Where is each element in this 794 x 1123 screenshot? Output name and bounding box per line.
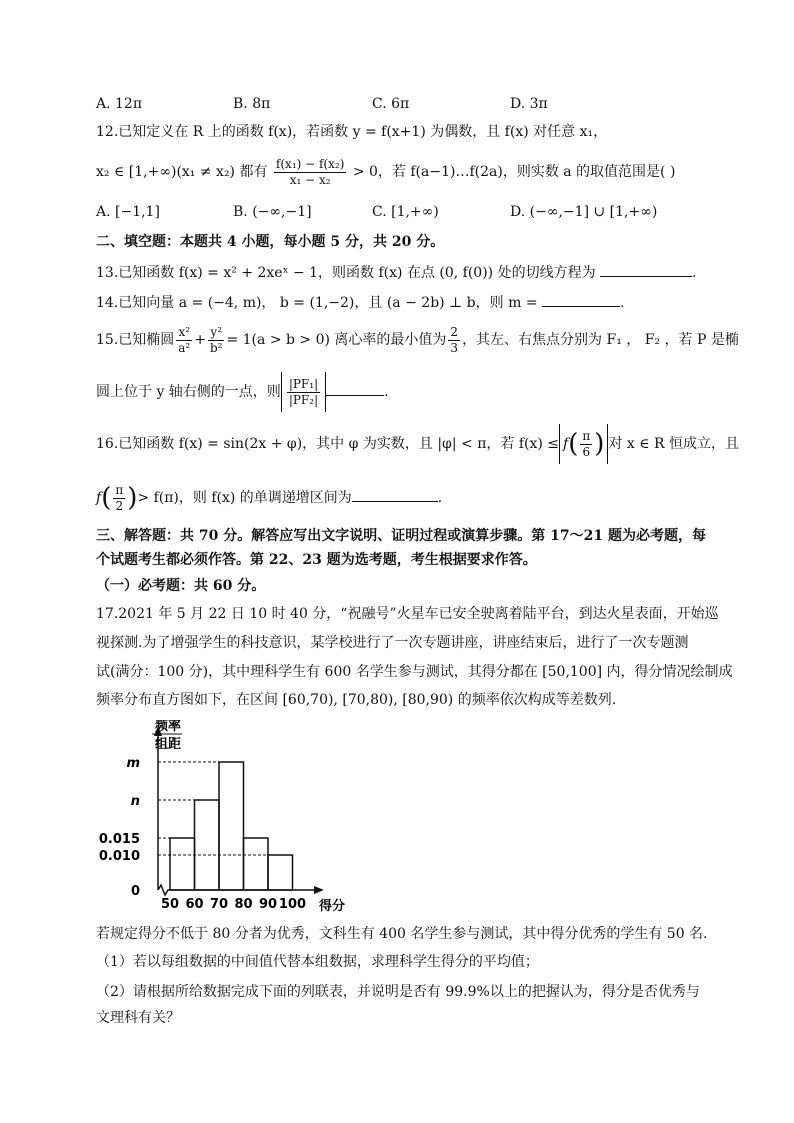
- q12-question: > 0，若 f(a−1)…f(2a)，则实数 a 的取值范围是( ): [352, 164, 676, 180]
- q11-option-c: C. 6π: [372, 96, 410, 112]
- y-label-top: 频率: [154, 720, 182, 734]
- q16-line1: [96, 424, 739, 464]
- x-tick-label: 60: [185, 897, 204, 912]
- q12-option-b: B. (−∞,−1]: [233, 204, 312, 220]
- histogram-bar: [195, 800, 220, 890]
- q16-pi2-num: π: [115, 482, 124, 497]
- q16-answer-blank[interactable]: [352, 487, 438, 502]
- q15-ratio-num: |PF₁|: [288, 376, 319, 391]
- q15-x-num: x²: [176, 325, 192, 341]
- q13: [96, 262, 697, 283]
- histogram-bar: [244, 838, 269, 890]
- q16-pi6-num: π: [582, 428, 591, 443]
- q15-e-den: 3: [450, 340, 459, 355]
- q14-text: 14.已知向量 a = (−4, m)， b = (1,−2)，且 (a − 2b) ⊥ b，则 m =: [96, 295, 538, 311]
- q16-f2: f: [96, 490, 102, 506]
- q12-fraction: [274, 157, 346, 188]
- q14-end: .: [620, 295, 625, 311]
- q16-pi6-den: 6: [582, 444, 591, 459]
- q16-paren2-left: (: [101, 483, 112, 513]
- q15-x-frac: [176, 325, 192, 356]
- q16-line2-text: > f(π)，则 f(x) 的单调递增区间为: [137, 490, 352, 506]
- q11-option-d: D. 3π: [510, 96, 548, 112]
- x-tick-label: 80: [234, 897, 253, 912]
- q15-line2-text: 圆上位于 y 轴右侧的一点，则: [96, 384, 281, 400]
- y-tick-label: 0.010: [98, 849, 140, 864]
- q15-answer-blank[interactable]: [326, 381, 384, 396]
- histogram-bar: [219, 762, 244, 890]
- q16-abs: [559, 424, 608, 464]
- q15-x-den: a²: [178, 340, 191, 355]
- q17-line1: 17.2021 年 5 月 22 日 10 时 40 分，“祝融号”火星车已安全驶离着陆平台，到达火星表面，开始巡: [96, 606, 719, 622]
- x-tick-label: 70: [209, 897, 229, 912]
- q16-paren2-right: ): [127, 483, 138, 513]
- q15-e-num: 2: [450, 324, 459, 339]
- q15-y-num: y²: [208, 325, 225, 341]
- q16-pi2-den: 2: [115, 498, 124, 513]
- q15-e-frac: [448, 325, 460, 356]
- x-tick-label: 50: [160, 897, 180, 912]
- q17-after3: （2）请根据所给数据完成下面的列联表，并说明是否有 99.9%以上的把握认为，得分是否优秀与: [96, 984, 700, 1000]
- q15-foci: ，其左、右焦点分别为 F₁ ， F₂ ，若 P 是椭: [462, 332, 739, 348]
- q13-text: 13.已知函数 f(x) = x² + 2xeˣ − 1，则函数 f(x) 在点 (0, f(0)) 处的切线方程为: [96, 265, 596, 281]
- q16-paren-left: (: [568, 429, 579, 459]
- y-tick-label: n: [130, 794, 140, 809]
- q15-end: .: [384, 384, 389, 400]
- y-tick-label: m: [126, 756, 140, 771]
- x-tick-label: 90: [258, 897, 278, 912]
- q15-intro: 15.已知椭圆: [96, 332, 175, 348]
- section3-line2: 个试题考生都必须作答。第 22、23 题为选考题，考生根据要求作答。: [96, 552, 537, 568]
- section3-sub: （一）必考题：共 60 分。: [96, 578, 266, 594]
- q16-pi2-frac: [113, 483, 125, 514]
- q15-ratio-frac: [287, 377, 320, 408]
- q15-y-frac: [208, 325, 225, 356]
- q14-answer-blank[interactable]: [542, 292, 620, 307]
- q12-line2: [96, 156, 675, 188]
- q15-ratio-den: |PF₂|: [288, 392, 319, 407]
- q15-ratio-abs: [281, 372, 326, 412]
- q12-option-d: D. (−∞,−1] ∪ [1,+∞): [510, 204, 658, 220]
- q14: [96, 292, 624, 313]
- x-axis-label: 得分: [318, 899, 346, 914]
- q16-condition: 对 x ∈ R 恒成立，且: [608, 436, 740, 452]
- q12-frac-den: x₁ − x₂: [289, 172, 331, 187]
- x-tick-label: 100: [278, 897, 307, 912]
- q11-option-b: B. 8π: [233, 96, 271, 112]
- q16-pi6-frac: [580, 429, 592, 460]
- q16-f: f: [563, 436, 569, 452]
- histogram-bar: [170, 838, 195, 890]
- q17-line2: 视探测.为了增强学生的科技意识，某学校进行了一次专题讲座，讲座结束后，进行了一次专题测: [96, 635, 689, 651]
- q15-line1: [96, 322, 739, 358]
- q12-condition: x₂ ∈ [1,+∞)(x₁ ≠ x₂) 都有: [96, 164, 268, 180]
- q12-line1: 12.已知定义在 R 上的函数 f(x)，若函数 y = f(x+1) 为偶数，且 f(x) 对任意 x₁，: [96, 124, 608, 140]
- q11-option-a: A. 12π: [96, 96, 143, 112]
- q15-plus: +: [194, 332, 206, 348]
- section2-title: 二、填空题：本题共 4 小题，每小题 5 分，共 20 分。: [96, 234, 445, 250]
- q16-line2: [96, 478, 442, 518]
- q13-end: .: [692, 265, 697, 281]
- section3-line1: 三、解答题：共 70 分。解答应写出文字说明、证明过程或演算步骤。第 17～21 题为必考题，每: [96, 528, 706, 544]
- q16-paren-right: ): [594, 429, 605, 459]
- y-label-bottom: 组距: [154, 737, 182, 752]
- q12-frac-num: f(x₁) − f(x₂): [275, 156, 345, 171]
- y-tick-label: 0.015: [98, 832, 140, 847]
- q15-line2: [96, 372, 389, 412]
- x-axis-arrow: [314, 886, 324, 894]
- frequency-histogram: [96, 720, 366, 920]
- q15-y-den: b²: [209, 340, 223, 355]
- q16-end: .: [437, 490, 443, 506]
- q17-after1: 若规定得分不低于 80 分者为优秀，文科生有 400 名学生参与测试，其中得分优秀的学生有 50 名.: [96, 926, 708, 942]
- y-tick-label: 0: [130, 884, 140, 899]
- q17-after2: （1）若以每组数据的中间值代替本组数据，求理科学生得分的平均值；: [96, 954, 539, 970]
- q17-line4: 频率分布直方图如下，在区间 [60,70), [70,80), [80,90) 的频率依次构成等差数列.: [96, 692, 617, 708]
- q17-after4: 文理科有关？: [96, 1010, 180, 1026]
- histogram-bar: [268, 855, 293, 890]
- q13-answer-blank[interactable]: [600, 262, 692, 277]
- q15-ecc: = 1(a > b > 0) 离心率的最小值为: [226, 332, 447, 348]
- q12-option-a: A. [−1,1]: [96, 204, 160, 220]
- q12-option-c: C. [1,+∞): [372, 204, 439, 220]
- q17-line3: 试(满分：100 分)，其中理科学生有 600 名学生参与测试，其得分都在 [50,100] 内，得分情况绘制成: [96, 664, 733, 680]
- q16-intro: 16.已知函数 f(x) = sin(2x + φ)，其中 φ 为实数，且 |φ| < π，若 f(x) ≤: [96, 436, 560, 452]
